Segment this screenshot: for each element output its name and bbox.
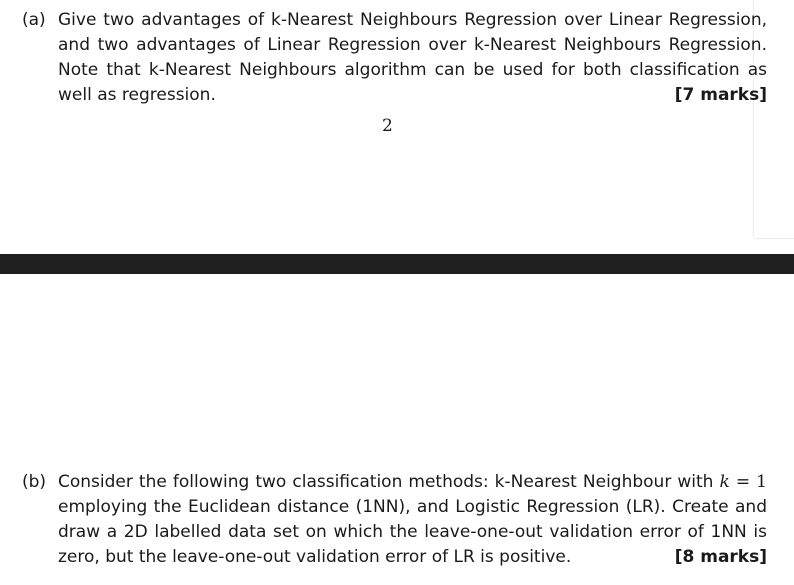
page-separator [0,254,794,274]
question-a-marks: [7 marks] [674,85,767,105]
question-a-label: (a) [22,10,46,30]
question-b-text-end: employing the Euclidean distance (1NN), and Logistic Regression (LR). Create and draw a 2D labelled data set on which the leave-one-out validation error of 1NN is zero, but the leave-one-out validation error of LR is positive. [58,497,767,567]
math-k-equals: = 1 [729,472,767,492]
question-a-body [58,8,767,108]
question-b-body [58,470,767,570]
question-a-text: Give two advantages of k-Nearest Neighbours Regression over Linear Regression, and two advantages of Linear Regression over k-Nearest Neighbours Regression. Note that k-Nearest Neighbours algorithm can be used for both classification as well as regression. [58,10,767,105]
question-a [22,8,767,108]
question-b-text-start: Consider the following two classification methods: k-Nearest Neighbour with [58,472,720,492]
question-b-label: (b) [22,472,47,492]
document-page-top [0,0,794,254]
page-number: 2 [382,116,393,136]
question-b [22,470,767,570]
math-k-symbol: k [719,472,730,492]
question-b-marks: [8 marks] [674,547,767,567]
